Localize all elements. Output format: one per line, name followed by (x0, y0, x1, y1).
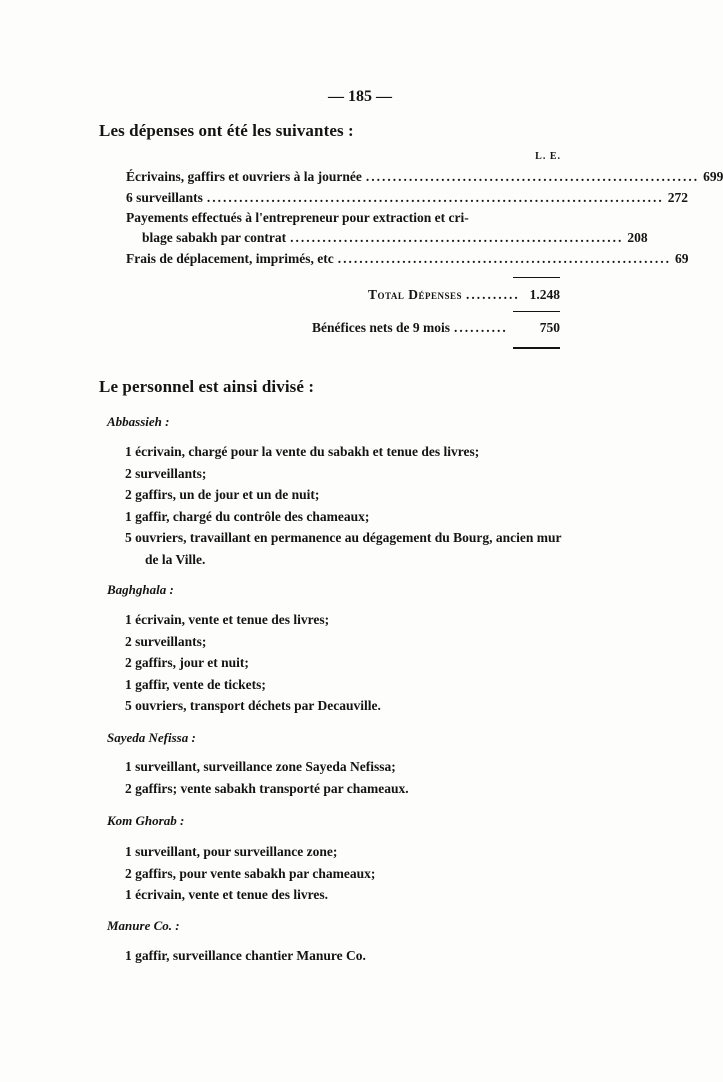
expense-row (126, 208, 648, 248)
leader-dots: .......... (465, 287, 520, 302)
expenses-table (126, 166, 723, 269)
list-item: 1 surveillant, pour surveillance zone; (125, 844, 338, 859)
leader-dots: .............................................................. (290, 230, 624, 245)
site-staff-list (125, 945, 575, 967)
list-item: 2 surveillants; (125, 633, 207, 649)
leader-dots: .............................................................. (337, 251, 671, 266)
expense-value: 69 (674, 251, 689, 266)
site-title: Abbassieh : (107, 414, 170, 429)
expense-value: 208 (627, 230, 648, 245)
site-title: Kom Ghorab : (107, 813, 185, 828)
list-item: 2 gaffirs; vente sabakh transporté par chameaux. (125, 780, 409, 796)
page-number: — 185 — (328, 88, 392, 105)
expense-label-line1: Payements effectués à l'entrepreneur pour extraction et cri- (126, 210, 469, 225)
expense-label: Frais de déplacement, imprimés, etc (126, 251, 334, 266)
list-item-text: 5 ouvriers, travaillant en permanence au dégagement du Bourg, ancien mur de la Ville. (125, 530, 562, 567)
site-staff-list (125, 441, 575, 570)
expense-label: Écrivains, gaffirs et ouvriers à la journée (126, 169, 362, 184)
final-rule (513, 347, 560, 349)
list-item: 1 gaffir, vente de tickets; (125, 676, 266, 692)
total-label: Total Dépenses (368, 287, 462, 302)
leader-dots: .............................................................. (365, 169, 700, 184)
list-item (125, 527, 575, 570)
currency-unit-label: L. E. (535, 151, 561, 162)
site-staff-list (125, 756, 575, 799)
list-item: 1 surveillant, surveillance zone Sayeda Nefissa; (125, 759, 396, 774)
expense-value: 272 (667, 190, 689, 205)
list-item: 1 écrivain, vente et tenue des livres; (125, 612, 330, 627)
site-title: Baghghala : (107, 582, 174, 597)
list-item: 2 gaffirs, un de jour et un de nuit; (125, 487, 320, 502)
expense-value: 699 (703, 169, 723, 184)
list-item: 1 gaffir, chargé du contrôle des chameaux; (125, 508, 370, 524)
net-profit-value: 750 (539, 320, 560, 335)
leader-dots: .......... (453, 320, 508, 335)
total-value: 1.248 (529, 287, 560, 302)
site-staff-list (125, 609, 575, 717)
site-title: Manure Co. : (107, 918, 180, 933)
expense-label-line2: blage sabakh par contrat (142, 230, 287, 245)
list-item: 2 gaffirs, pour vente sabakh par chameaux; (125, 865, 376, 881)
list-item: 5 ouvriers, transport déchets par Decauville. (125, 698, 381, 713)
expense-row (126, 166, 723, 187)
net-profit-row (312, 320, 560, 336)
personnel-heading: Le personnel est ainsi divisé : (99, 377, 315, 396)
list-item: 1 gaffir, surveillance chantier Manure Co. (125, 948, 366, 963)
expense-row (126, 248, 689, 269)
site-title: Sayeda Nefissa : (107, 730, 196, 745)
expense-row (126, 187, 689, 208)
list-item: 2 surveillants; (125, 465, 207, 481)
expense-label: 6 surveillants (126, 190, 203, 205)
sum-rule (513, 277, 560, 278)
total-row (368, 287, 560, 303)
list-item: 2 gaffirs, jour et nuit; (125, 655, 249, 670)
sum-rule (513, 311, 560, 312)
expenses-heading: Les dépenses ont été les suivantes : (99, 121, 354, 140)
net-profit-label: Bénéfices nets de 9 mois (312, 320, 450, 335)
leader-dots: ..................................................................................... (206, 190, 664, 205)
site-staff-list (125, 841, 575, 906)
list-item: 1 écrivain, chargé pour la vente du sabakh et tenue des livres; (125, 444, 480, 459)
list-item: 1 écrivain, vente et tenue des livres. (125, 887, 328, 902)
